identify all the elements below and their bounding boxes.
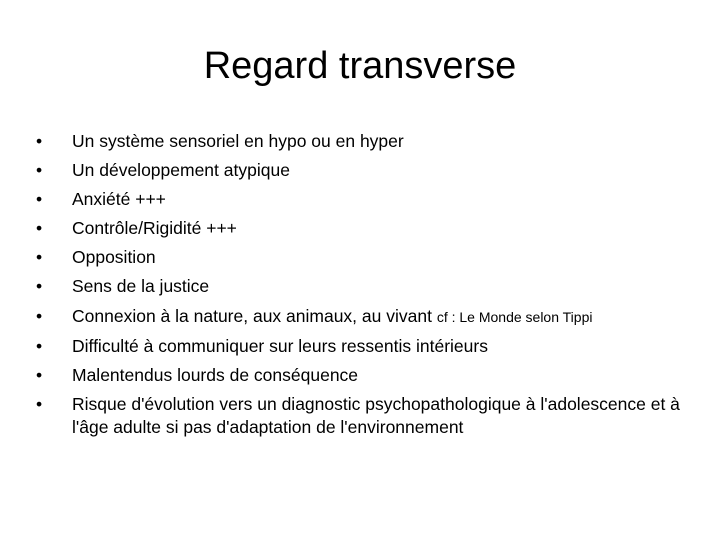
bullet-list [36, 130, 686, 439]
bullet-icon: • [36, 189, 43, 210]
list-item [36, 159, 686, 182]
list-item [36, 364, 686, 387]
bullet-icon: • [36, 335, 43, 356]
list-item-text: Risque d'évolution vers un diagnostic psychopathologique à l'adolescence et à l'âge adulte si pas d'adaptation de l'environnement [72, 393, 680, 437]
list-item [36, 217, 686, 240]
list-item-text: Opposition [72, 247, 156, 268]
list-item-text: Un développement atypique [72, 160, 290, 181]
bullet-icon: • [36, 364, 43, 385]
bullet-icon: • [36, 160, 43, 181]
list-item-text: Connexion à la nature, aux animaux, au vivant [72, 305, 437, 326]
list-item-text: Malentendus lourds de conséquence [72, 364, 359, 385]
list-item [36, 246, 686, 269]
list-item-text: Sens de la justice [72, 276, 210, 297]
slide-title: Regard transverse [203, 45, 517, 87]
list-item-text: Difficulté à communiquer sur leurs ressentis intérieurs [72, 335, 488, 356]
bullet-icon: • [36, 131, 43, 151]
list-item [36, 130, 686, 153]
bullet-icon: • [36, 276, 43, 297]
bullet-icon: • [36, 218, 43, 239]
list-item [36, 188, 686, 211]
list-item [36, 275, 686, 298]
list-item [36, 393, 686, 439]
bullet-icon: • [36, 393, 43, 414]
bullet-icon: • [36, 247, 43, 268]
list-item-text: Anxiété +++ [72, 189, 166, 210]
list-item-text: Un système sensoriel en hypo ou en hyper [72, 131, 404, 151]
list-item-text: Contrôle/Rigidité +++ [72, 218, 237, 239]
list-item [36, 335, 686, 358]
list-item [36, 305, 686, 329]
bullet-icon: • [36, 305, 43, 326]
reference-note: cf : Le Monde selon Tippi [436, 308, 593, 325]
